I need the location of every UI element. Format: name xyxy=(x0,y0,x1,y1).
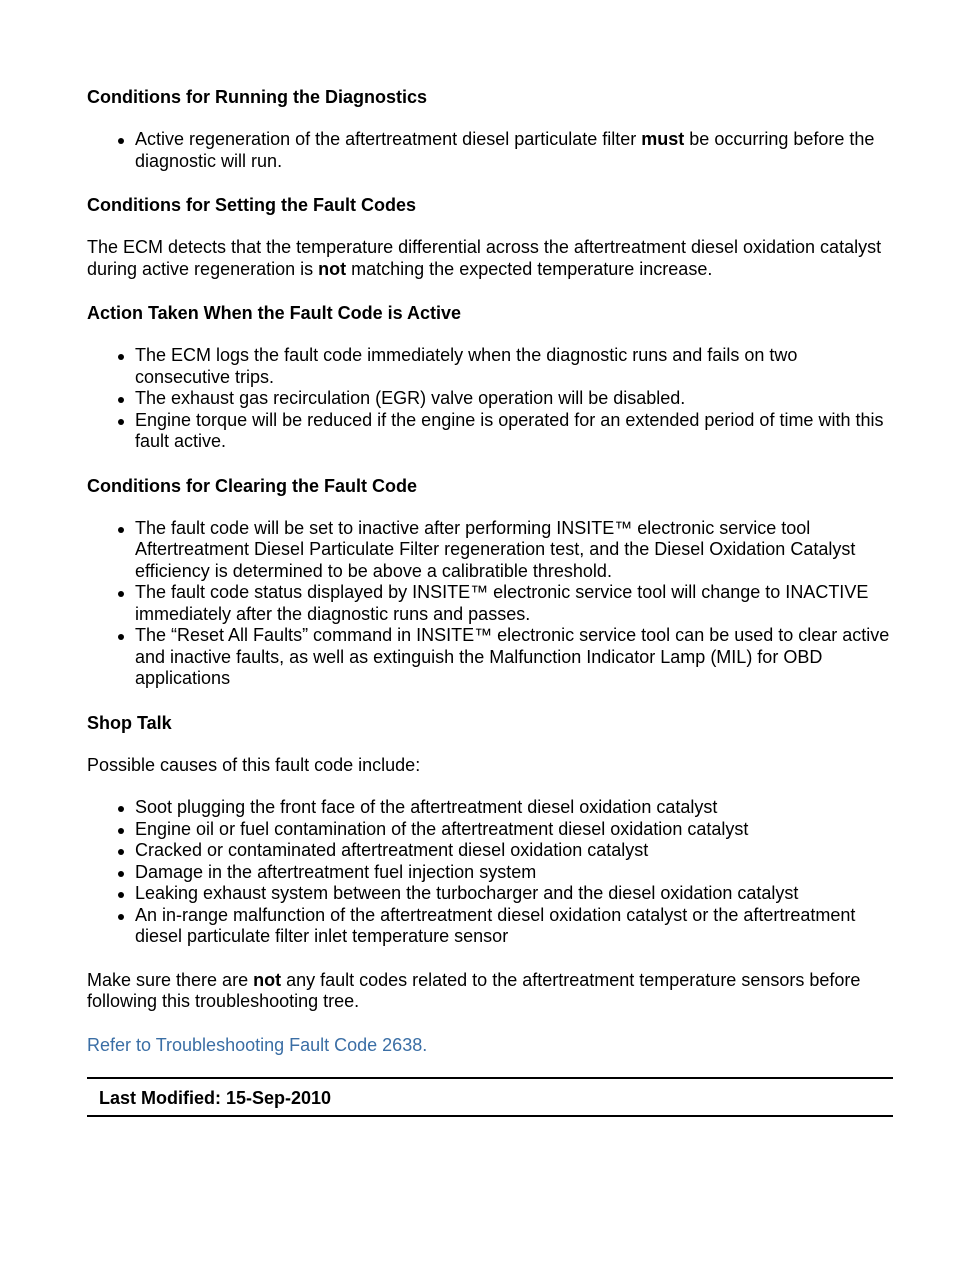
footer-bottom-rule xyxy=(87,1115,893,1117)
heading-action-taken: Action Taken When the Fault Code is Active xyxy=(87,303,462,323)
list-item: Soot plugging the front face of the aftertreatment diesel oxidation catalyst xyxy=(135,797,893,819)
clearing-conditions-list xyxy=(87,518,893,690)
heading-setting-fault-codes: Conditions for Setting the Fault Codes xyxy=(87,195,416,215)
action-taken-list xyxy=(87,345,893,453)
list-item: Damage in the aftertreatment fuel injection system xyxy=(135,862,893,884)
list-item: Active regeneration of the aftertreatment diesel particulate filter must be occurring before the diagnostic will run. xyxy=(135,129,893,172)
list-item: Engine oil or fuel contamination of the aftertreatment diesel oxidation catalyst xyxy=(135,819,893,841)
list-item: The “Reset All Faults” command in INSITE™ electronic service tool can be used to clear active and inactive faults, as well as extinguish the Malfunction Indicator Lamp (MIL) for OBD applications xyxy=(135,625,893,690)
list-item: Engine torque will be reduced if the engine is operated for an extended period of time with this fault active. xyxy=(135,410,893,453)
shop-talk-note: Make sure there are not any fault codes related to the aftertreatment temperature sensors before following this troubleshooting tree. xyxy=(87,969,861,1011)
document-page xyxy=(87,86,893,1117)
troubleshooting-link[interactable]: Refer to Troubleshooting Fault Code 2638. xyxy=(87,1034,428,1055)
list-item: The fault code status displayed by INSITE™ electronic service tool will change to INACTIVE immediately after the diagnostic runs and passes. xyxy=(135,582,893,625)
heading-shop-talk: Shop Talk xyxy=(87,712,172,733)
last-modified: Last Modified: 15-Sep-2010 xyxy=(99,1088,332,1108)
setting-conditions-paragraph: The ECM detects that the temperature differential across the aftertreatment diesel oxidation catalyst during active regeneration is not matching the expected temperature increase. xyxy=(87,237,882,279)
list-item: Cracked or contaminated aftertreatment diesel oxidation catalyst xyxy=(135,840,893,862)
running-conditions-list xyxy=(87,129,893,172)
list-item: The exhaust gas recirculation (EGR) valve operation will be disabled. xyxy=(135,388,893,410)
list-item: An in-range malfunction of the aftertreatment diesel oxidation catalyst or the aftertreatment diesel particulate filter inlet temperature sensor xyxy=(135,905,893,948)
list-item: Leaking exhaust system between the turbocharger and the diesel oxidation catalyst xyxy=(135,883,893,905)
possible-causes-list xyxy=(87,797,893,948)
shop-talk-intro: Possible causes of this fault code include: xyxy=(87,754,421,775)
heading-running-diagnostics: Conditions for Running the Diagnostics xyxy=(87,87,427,107)
list-item: The ECM logs the fault code immediately when the diagnostic runs and fails on two consecutive trips. xyxy=(135,345,893,388)
list-item: The fault code will be set to inactive after performing INSITE™ electronic service tool Aftertreatment Diesel Particulate Filter regeneration test, and the Diesel Oxidation Catalyst efficiency is determined to be above a calibratible threshold. xyxy=(135,518,893,583)
heading-clearing-fault-code: Conditions for Clearing the Fault Code xyxy=(87,475,417,496)
